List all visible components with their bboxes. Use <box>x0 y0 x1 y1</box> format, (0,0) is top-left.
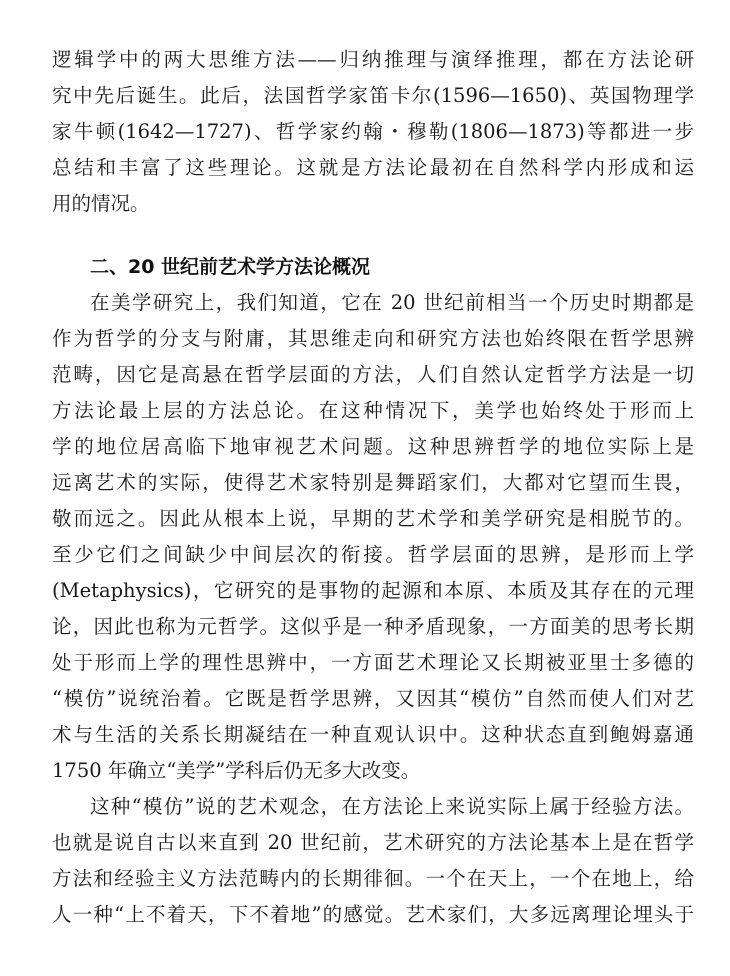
text-line: 敬而远之。因此从根本上说，早期的艺术学和美学研究是相脱节的。 <box>52 507 694 530</box>
text-line: “模仿”说统治着。它既是哲学思辨，又因其“模仿”自然而使人们对艺 <box>52 687 694 710</box>
text-line: 这种“模仿”说的艺术观念，在方法论上来说实际上属于经验方法。 <box>90 795 694 818</box>
text-line: 总结和丰富了这些理论。这就是方法论最初在自然科学内形成和运 <box>52 156 694 179</box>
text-line: 范畴，因它是高悬在哲学层面的方法，人们自然认定哲学方法是一切 <box>52 363 694 386</box>
text-line: 在美学研究上，我们知道，它在 20 世纪前相当一个历史时期都是 <box>90 291 694 314</box>
text-line: 术与生活的关系长期凝结在一种直观认识中。这种状态直到鲍姆嘉通 <box>52 723 694 746</box>
text-line: 处于形而上学的理性思辨中，一方面艺术理论又长期被亚里士多德的 <box>52 651 694 674</box>
text-line: (Metaphysics)，它研究的是事物的起源和本原、本质及其存在的元理 <box>52 579 694 602</box>
text-line: 方法和经验主义方法范畴内的长期徘徊。一个在天上，一个在地上，给 <box>52 867 694 890</box>
text-line: 人一种“上不着天，下不着地”的感觉。艺术家们，大多远离理论埋头于 <box>52 903 694 926</box>
text-line: 远离艺术的实际，使得艺术家特别是舞蹈家们，大都对它望而生畏， <box>52 471 694 494</box>
text-line: 逻辑学中的两大思维方法——归纳推理与演绎推理，都在方法论研 <box>52 48 694 71</box>
text-line: 论，因此也称为元哲学。这似乎是一种矛盾现象，一方面美的思考长期 <box>52 615 694 638</box>
text-line: 作为哲学的分支与附庸，其思维走向和研究方法也始终限在哲学思辨 <box>52 327 694 350</box>
text-line: 学的地位居高临下地审视艺术问题。这种思辨哲学的地位实际上是 <box>52 435 694 458</box>
text-line: 究中先后诞生。此后，法国哲学家笛卡尔(1596—1650)、英国物理学 <box>52 84 694 107</box>
text-line: 家牛顿(1642—1727)、哲学家约翰・穆勒(1806—1873)等都进一步 <box>52 120 694 143</box>
text-line: 用的情况。 <box>52 192 150 215</box>
text-line: 也就是说自古以来直到 20 世纪前，艺术研究的方法论基本上是在哲学 <box>52 831 694 854</box>
text-line: 1750 年确立“美学”学科后仍无多大改变。 <box>52 759 421 782</box>
section-heading: 二、20 世纪前艺术学方法论概况 <box>90 256 371 278</box>
text-line: 方法论最上层的方法总论。在这种情况下，美学也始终处于形而上 <box>52 399 694 422</box>
text-line: 至少它们之间缺少中间层次的衔接。哲学层面的思辨，是形而上学 <box>52 543 694 566</box>
